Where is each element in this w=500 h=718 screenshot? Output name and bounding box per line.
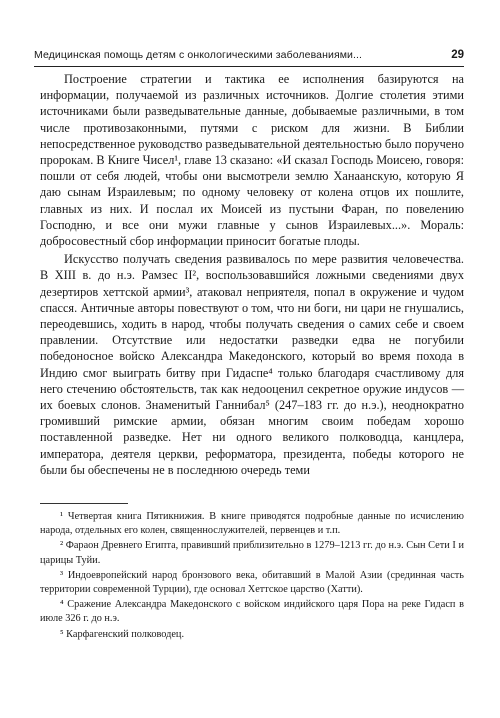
footnote: ³ Индоевропейский народ бронзового века, обитавший в Малой Азии (срединная часть территории современной Турции), где основал Хеттское царство (Хатти). bbox=[40, 569, 464, 596]
running-head bbox=[34, 49, 464, 61]
footnotes bbox=[40, 510, 464, 643]
footnote: ⁴ Сражение Александра Македонского с войском индийского царя Пора на реке Гидасп в июле 326 г. до н.э. bbox=[40, 599, 464, 625]
footnote-rule bbox=[40, 503, 128, 504]
main-text bbox=[40, 71, 464, 478]
paragraph: Искусство получать сведения развивалось по мере развития человечества. В XIII в. до н.э. Рамзес II², воспользовавшийся ложными сведениями двух дезертиров хеттской армии³, атаковал неприятеля, попал в окружение и чудом спасся. Античные авторы повествуют о том, что ни боги, ни цари не гнушались, переодевшись, ходить в народ, чтобы получать сведения о самих себе и своем правлении. Отсутствие или недостатки разведки едва не погубили победоносное войско Александра Македонского, который во время похода в Индию смог выиграть битву при Гидаспе⁴ только благодаря счастливому для него стечению обстоятельств, так как недооценил секретное оружие индусов — их боевых слонов. Знаменитый Ганнибал⁵ (247–183 гг. до н.э.), неоднократно громивший римские армии, обязан многим своим победам хорошо поставленной разведке. Нет ни одного великого полководца, канцлера, императора, деятеля церкви, реформатора, президента, победы которого не были бы обеспечены не в последнюю очередь теми bbox=[40, 252, 464, 477]
paragraph: Построение стратегии и тактика ее исполнения базируются на информации, получаемой из различных источников. Долгие столетия этими источниками были разведывательные данные, добываемые различными, в том числе противозаконными, путями с риском для жизни. В Библии непосредственное руководство разведывательной деятельностью было поручено пророкам. В Книге Чисел¹, главе 13 сказано: «И сказал Господь Моисею, говоря: пошли от себя людей, чтобы они высмотрели землю Ханаанскую, которую Я даю сынам Израилевым; по одному человеку от колена отцов их пошлите, главных из них. И послал их Моисей из пустыни Фаран, по повелению Господню, и все они мужи главные у сынов Израилевых...». Мораль: добросовестный сбор информации приносит богатые плоды. bbox=[40, 72, 464, 249]
footnote: ⁵ Карфагенский полководец. bbox=[60, 628, 185, 640]
page-number: 29 bbox=[451, 49, 464, 61]
running-head-title: Медицинская помощь детям с онкологическими заболеваниями... bbox=[34, 49, 363, 61]
header-rule bbox=[34, 66, 464, 67]
footnote: ² Фараон Древнего Египта, правивший приблизительно в 1279–1213 гг. до н.э. Сын Сети I и царицы Туйи. bbox=[40, 540, 464, 566]
footnote: ¹ Четвертая книга Пятикнижия. В книге приводятся подробные данные по исчислению народа, отдельных его колен, священнослужителей, первенцев и т.п. bbox=[40, 511, 464, 537]
